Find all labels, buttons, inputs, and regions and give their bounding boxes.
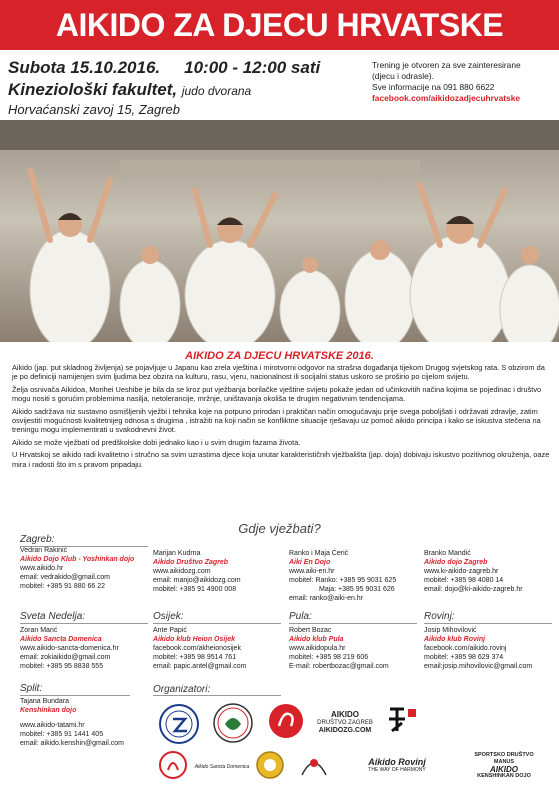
region-pula: Pula: (289, 611, 417, 624)
article-body (12, 363, 552, 472)
event-venue-sub: judo dvorana (181, 84, 252, 98)
sancta-domenica-logo: Aikido Sancta Domenica (194, 764, 250, 770)
info-line: Trening je otvoren za sve zainteresirane (372, 60, 521, 70)
contact-email[interactable]: email: vedrakido@gmail.com (20, 574, 110, 581)
club-name: Aiki En Dojo (289, 559, 331, 566)
pula-logo (296, 750, 332, 782)
info-line: (djecu i odrasle). (372, 71, 434, 81)
club-name: Aikido klub Rovinj (424, 636, 486, 643)
facebook-link[interactable]: facebook.com/aikidozadjecuhrvatske (372, 93, 521, 103)
region-split: Split: (20, 683, 130, 696)
contact-phone: mobitel: +385 95 8838 555 (20, 663, 104, 670)
event-details (8, 58, 348, 117)
organizers-title: Organizatori: (153, 684, 281, 696)
logo-text: DRUŠTVO ZAGREB (317, 720, 373, 726)
contact-email[interactable]: email: dojo@ki-aikido-zagreb.hr (424, 586, 523, 593)
contact-zagreb-3 (289, 549, 396, 603)
article-paragraph: U Hrvatskoj se aikido radi kvalitetno i stručno sa svim uzrastima djece koja unutar karakterističnih vježbališta (jap. doja) dobivaju iskustvo pozitivnog okruženja, oaze mira i radosti što im s pravom pripadaju. (12, 450, 550, 469)
contact-zagreb-4 (424, 549, 523, 594)
kenshinkan-logo (456, 748, 552, 784)
article-paragraph: Aikido se može vježbati od predškolske dobi jednako kao i u svim drugim fazama života. (12, 437, 301, 447)
contact-phone: mobitel: +385 98 4080 14 (424, 577, 504, 584)
contact-web[interactable]: www.aikido-tatami.hr (20, 722, 85, 729)
contact-name: Vedran Rakinić (20, 547, 68, 554)
club-name: Aikido dojo Zagreb (424, 559, 488, 566)
contact-name: Branko Mandić (424, 550, 471, 557)
contact-phone: Maja: +385 95 9031 626 (319, 586, 395, 593)
logo-text: AIKIDOZG.COM (318, 727, 372, 734)
aiki-dojo-logo (212, 702, 254, 744)
contact-email[interactable]: email:josip.mihovilovic@gmail.com (424, 663, 533, 670)
info-box (372, 60, 554, 104)
article-paragraph: Aikido (jap. put skladnog življenja) se pojavljuje u Japanu kao zrela vještina i mirotvorni odgovor na strašna događanja tijekom Drugog svjetskog rata. S obzirom da je po definiciji namijenjen svim ljudima bez obzira na kulturu, rasu, vjeru, nacionalnost ili socijalni status uskoro se proširio po cijelom svijetu. (12, 363, 545, 382)
region-sveta-nedelja: Sveta Nedelja: (20, 611, 148, 624)
contact-phone: mobitel: +385 91 880 66 22 (20, 583, 106, 590)
sancta-domenica-emblem (158, 750, 188, 780)
kanji-logo (384, 703, 420, 737)
region-rovinj: Rovinj: (424, 611, 552, 624)
contact-web[interactable]: www.aikido.hr (20, 565, 64, 572)
contact-phone: mobitel: +385 98 9514 761 (153, 654, 237, 661)
club-name: Kenshinkan dojo (20, 707, 77, 714)
aikido-drustvo-zagreb-logo (312, 708, 378, 738)
page-title: AIKIDO ZA DJECU HRVATSKE (55, 6, 504, 43)
contact-name: Marijan Kudrna (153, 550, 201, 557)
aikido-rovinj-logo (348, 750, 446, 780)
logo-text: MANUS (493, 759, 515, 765)
club-name: Aikido Društvo Zagreb (153, 559, 229, 566)
training-photo-illustration (0, 120, 559, 342)
contact-name: Robert Bozac (289, 627, 332, 634)
article-title: AIKIDO ZA DJECU HRVATSKE 2016. (185, 350, 374, 362)
region-zagreb: Zagreb: (20, 534, 148, 547)
contact-phone: mobitel: +385 98 629 374 (424, 654, 504, 661)
contact-phone: mobitel: Ranko: +385 95 9031 625 (289, 577, 397, 584)
contact-web[interactable]: www.aikido-sancta-domenica.hr (20, 645, 119, 652)
club-name: Aikido Sancta Domenica (20, 636, 102, 643)
contact-name: Tajana Bundara (20, 698, 70, 705)
federation-logo (158, 703, 200, 745)
info-line: Sve informacije na 091 880 6622 (372, 82, 495, 92)
contact-pula (289, 626, 389, 671)
contact-email[interactable]: E-mail: robertbozac@gmail.com (289, 663, 389, 670)
contact-web[interactable]: www.aiki-en.hr (289, 568, 335, 575)
region-osijek: Osijek: (153, 611, 281, 624)
contact-email[interactable]: email: aikido.kenshin@gmail.com (20, 740, 124, 747)
club-name: Aikido klub Heion Osijek (153, 636, 236, 643)
contact-name: Ranko i Maja Ćerić (289, 550, 349, 557)
article-paragraph: Aikido sadržava niz sustavno osmišljenih vježbi i tehnika koje na potpuno prirodan i praktičan način omogućavaju prije svega poboljšati i održavati zdravlje, zatim osvijestiti mogućnosti kvalitetnijeg odnosa s drugima , istražiti na koji način se konfliktne situacije rješavaju uz pomoć aikido principa i kako se iskustva stečena na treningu mogu implementirati u svakodnevni život. (12, 406, 541, 435)
contact-web[interactable]: www.aikidozg.com (153, 568, 211, 575)
logo-text: THE WAY OF HARMONY (368, 767, 426, 773)
contact-zagreb-1 (20, 546, 134, 591)
event-time: 10:00 - 12:00 sati (184, 58, 321, 77)
contact-web[interactable]: www.ki-aikido-zagreb.hr (424, 568, 499, 575)
article-paragraph: Želja osnivača Aikidoa, Morihei Ueshibe je bila da se kroz put vježbanja borilačke vještine svijetu pokaže jedan od učinkovitih načina kojima se pojedinac i društvo mogu nositi s gorućim problemima nasilja, netolerancije, mržnje, uništavanja okoliša te drugim negativnim tendencijama. (12, 384, 542, 404)
contact-phone: mobitel: +385 91 4900 008 (153, 586, 237, 593)
club-name: Aikido klub Pula (289, 636, 344, 643)
contact-web[interactable]: www.aikidopula.hr (289, 645, 346, 652)
contact-rovinj (424, 626, 532, 671)
contact-name: Josip Mihovilović (424, 627, 477, 634)
contact-osijek (153, 626, 246, 671)
contact-name: Ante Papić (153, 627, 187, 634)
event-address: Horvaćanski zavoj 15, Zagreb (8, 102, 180, 117)
contact-email[interactable]: email: ranko@aiki-en.hr (289, 595, 364, 602)
logo-text: KENSHINKAN DOJO (477, 773, 531, 779)
contact-zagreb-2 (153, 549, 241, 594)
logo-text: SPORTSKO DRUŠTVO (474, 752, 534, 758)
event-venue: Kineziološki fakultet, (8, 80, 178, 99)
contact-phone: mobitel: +385 98 219 606 (289, 654, 369, 661)
title-banner (0, 0, 559, 50)
where-title: Gdje vježbati? (238, 521, 321, 536)
contact-split (20, 697, 124, 748)
contact-sveta-nedelja (20, 626, 119, 671)
contact-email[interactable]: email: manjo@aikidozg.com (153, 577, 241, 584)
hero-photo (0, 120, 559, 342)
logo-text: AIKIDO (331, 710, 359, 719)
contact-web[interactable]: facebook.com/aikido.rovinj (424, 645, 507, 652)
event-date: Subota 15.10.2016. (8, 58, 161, 77)
contact-name: Zoran Marić (20, 627, 58, 634)
contact-phone: mobitel: +385 91 1441 405 (20, 731, 104, 738)
logo-text: AIKIDO (490, 765, 518, 774)
contact-email[interactable]: email: papic.antel@gmail.com (153, 663, 247, 670)
heion-logo (255, 750, 285, 780)
logo-text: Aikido Rovinj (368, 757, 426, 767)
aiki-en-logo (267, 702, 305, 740)
club-name: Aikido Dojo Klub - Yoshinkan dojo (20, 556, 135, 563)
contact-email[interactable]: email: zokiaikido@gmail.com (20, 654, 111, 661)
contact-web[interactable]: facebook.com/akheionosijek (153, 645, 241, 652)
